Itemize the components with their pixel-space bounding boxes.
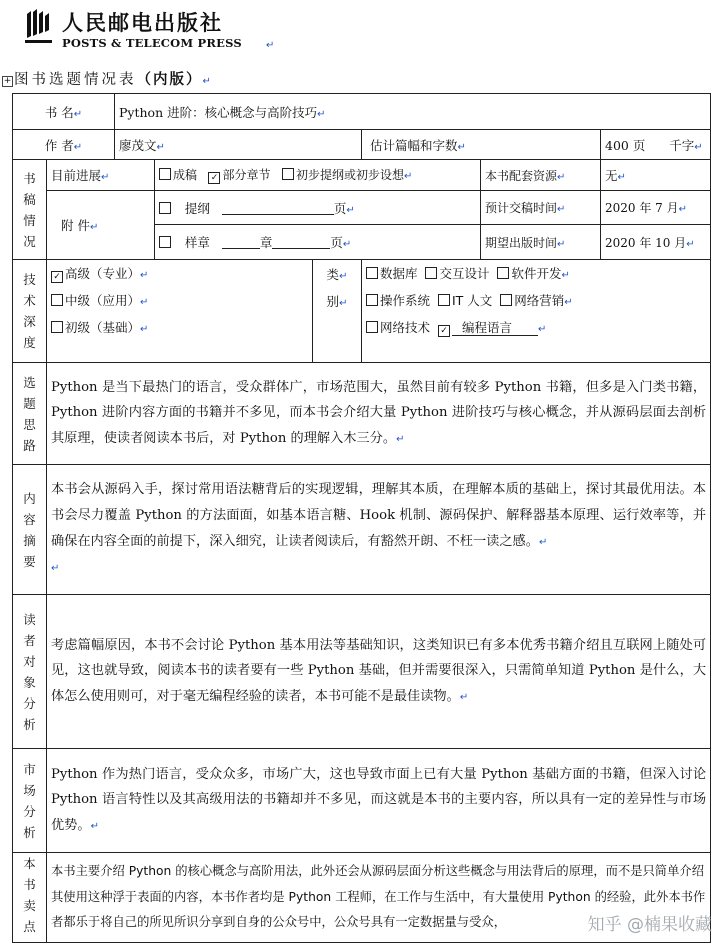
title-value[interactable]: Python 进阶：核心概念与高阶技巧↵	[115, 94, 711, 130]
idea-section-label: 选 题 思 路	[13, 363, 47, 465]
zhihu-watermark: 知乎 @楠果收藏	[587, 915, 712, 935]
progress-option-partial[interactable]: ✓ 部分章节	[208, 168, 270, 182]
idea-text[interactable]: Python 是当下最热门的语言，受众群体广，市场范围大，虽然目前有较多 Python 书籍，但多是入门类书籍，Python 进阶内容方面的书籍并不多见，而本书会介绍大量 Python 进阶技巧与核心概念，并从源码层面去剖析其原理，使读者阅读本书后，对 Python 的理解入木三分。↵	[47, 363, 711, 465]
readers-section-label: 读 者 对 象 分 析	[13, 595, 47, 749]
features-text[interactable]: 本书主要介绍 Python 的核心概念与高阶用法，此外还会从源码层面分析这些概念与用法背后的原理，而不是只简单介绍其使用这种浮于表面的内容，本书作者均是 Python 工程师，在工作与生活中，有大量使用 Python 的经验，此外本书作者都乐于将自己的所见所识分享到自身的公众号中，公众号具有一定数据量与受众，	[47, 853, 711, 943]
author-label: 作 者↵	[13, 130, 115, 160]
features-section-label: 本 书 卖 点	[13, 853, 47, 943]
category-it-humanities[interactable]: IT 人文	[438, 293, 492, 308]
expected-submit-label: 预计交稿时间↵	[481, 191, 601, 225]
page-count: 400 页	[605, 137, 646, 153]
tech-section-label: 技 术 深 度	[13, 260, 47, 363]
market-text[interactable]: Python 作为热门语言，受众众多，市场广大，这也导致市面上已有大量 Python 基础方面的书籍，但深入讨论 Python 语言特性以及其高级用法的书籍却并不多见，而这就是本书的主要内容，所以具有一定的差异性与市场优势。↵	[47, 749, 711, 853]
tech-levels	[47, 260, 313, 363]
readers-text[interactable]: 考虑篇幅原因，本书不会讨论 Python 基本用法等基础知识，这类知识已有多本优秀书籍介绍且互联网上随处可见，这也就导致，阅读本书的读者要有一些 Python 基础，但并需要很深入，只需简单知道 Python 是什么，大体怎么使用则可，对于毫无编程经验的读者，本书可能不是最佳读物。↵	[47, 595, 711, 749]
level-basic[interactable]: 初级（基础）↵	[51, 315, 308, 342]
progress-label: 目前进展↵	[47, 160, 155, 191]
author-value[interactable]: 廖茂文↵	[115, 130, 362, 160]
market-section-label: 市 场 分 析	[13, 749, 47, 853]
category-net-marketing[interactable]: 网络营销↵	[500, 293, 572, 308]
expected-publish-label: 期望出版时间↵	[481, 225, 601, 260]
category-interaction-design[interactable]: 交互设计	[425, 266, 489, 281]
publisher-name-cn: 人民邮电出版社	[62, 10, 223, 35]
checkbox-outline-attach[interactable]	[159, 202, 171, 214]
category-os[interactable]: 操作系统	[366, 293, 430, 308]
progress-option-complete[interactable]: 成稿	[159, 168, 197, 182]
expected-submit-value[interactable]: 2020 年 7 月↵	[601, 191, 711, 225]
checkbox-basic	[51, 321, 63, 333]
word-count: 千字	[669, 137, 695, 153]
expected-publish-value[interactable]: 2020 年 10 月↵	[601, 225, 711, 260]
checkbox-sample-attach[interactable]	[159, 236, 171, 248]
level-intermediate[interactable]: 中级（应用）↵	[51, 288, 308, 315]
title-label: 书 名↵	[13, 94, 115, 130]
category-options	[362, 260, 711, 363]
progress-options	[155, 160, 481, 191]
form-title: 图书选题情况表（内版）↵	[14, 71, 214, 88]
resources-value[interactable]: 无↵	[601, 160, 711, 191]
manuscript-section-label: 书 稿 情 况	[13, 160, 47, 260]
resources-label: 本书配套资源↵	[481, 160, 601, 191]
outline-attachment[interactable]: 提纲 页↵	[155, 191, 481, 225]
level-advanced[interactable]: ✓ 高级（专业）↵	[51, 261, 308, 288]
progress-option-outline[interactable]: 初步提纲或初步设想↵	[282, 168, 412, 182]
table-move-handle[interactable]: +	[3, 76, 12, 86]
length-value[interactable]: 400 页 千字↵	[601, 130, 711, 160]
category-label: 类↵ 别↵	[313, 260, 362, 363]
paragraph-mark: ↵	[266, 40, 275, 51]
topic-form-table	[12, 93, 711, 943]
checkbox-partial-checked-icon[interactable]: ✓	[208, 172, 220, 184]
checkbox-complete[interactable]	[159, 168, 171, 180]
checkbox-advanced-checked-icon: ✓	[51, 271, 63, 283]
checkbox-outline[interactable]	[282, 168, 294, 180]
publisher-emblem-icon	[24, 8, 54, 44]
attachment-label: 附 件↵	[47, 191, 155, 260]
category-software-dev[interactable]: 软件开发↵	[497, 266, 569, 281]
sample-attachment[interactable]: 样章 章 页↵	[155, 225, 481, 260]
category-database[interactable]: 数据库	[366, 266, 418, 281]
checkbox-intermediate	[51, 294, 63, 306]
summary-text[interactable]: 本书会从源码入手，探讨常用语法糖背后的实现逻辑，理解其本质，在理解本质的基础上，探讨其最优用法。本书会尽力覆盖 Python 的方法面面，如基本语言糖、Hook 机制、源码保护、解释器基本原理、运行效率等，并确保在内容全面的前提下，深入细究，让读者阅读后，有豁然开朗、不枉一读之感。↵ ↵	[47, 465, 711, 595]
publisher-name-en: POSTS & TELECOM PRESS	[62, 36, 242, 50]
summary-section-label: 内 容 摘 要	[13, 465, 47, 595]
length-label: 估计篇幅和字数↵	[362, 130, 601, 160]
checkbox-programming-checked-icon: ✓	[438, 325, 450, 337]
category-network-tech[interactable]: 网络技术	[366, 320, 430, 335]
publisher-logo	[24, 6, 254, 50]
category-programming-lang[interactable]: ✓ 编程语言 ↵	[438, 320, 546, 335]
